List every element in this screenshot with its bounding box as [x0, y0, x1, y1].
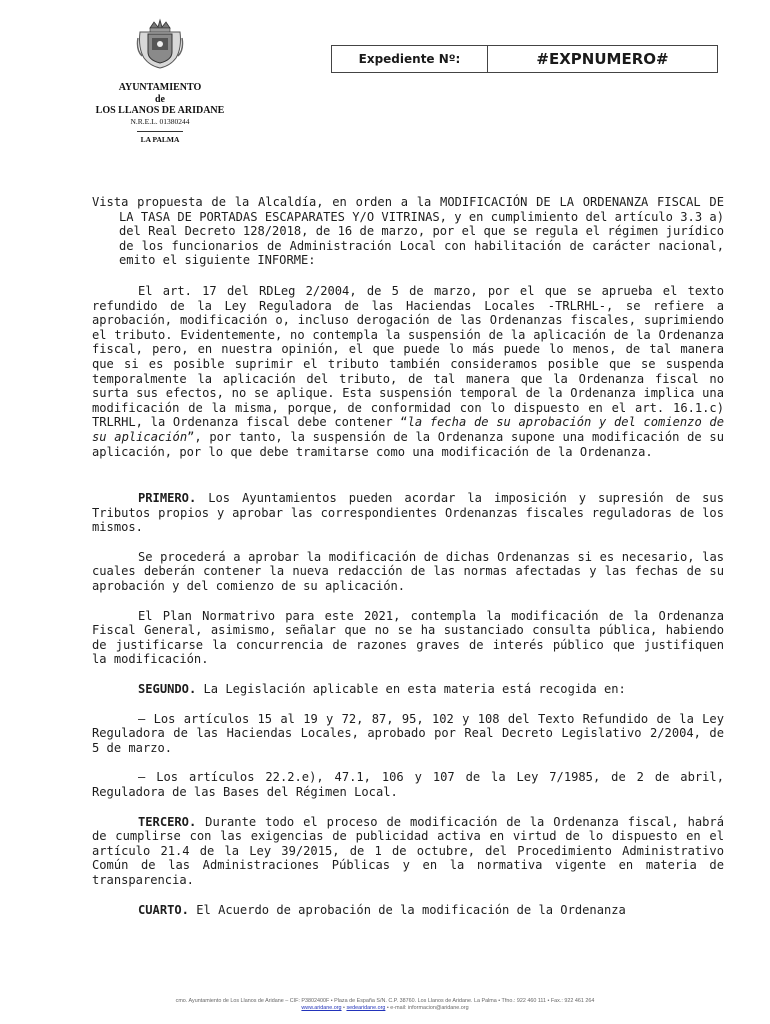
- expediente-box: [331, 45, 718, 73]
- paragraph-primero: [92, 491, 724, 535]
- expediente-number: #EXPNUMERO#: [536, 50, 669, 68]
- footer-separator: •: [341, 1005, 347, 1011]
- paragraph-tercero: [92, 815, 724, 888]
- paragraph-legal-basis: [92, 284, 724, 459]
- page-footer: [0, 998, 770, 1012]
- heading-segundo: SEGUNDO.: [138, 682, 197, 697]
- footer-link-website[interactable]: www.aridane.org: [301, 1005, 342, 1011]
- paragraph-plan-normativo: El Plan Normatrivo para este 2021, contempla la modificación de la Ordenanza Fiscal General, asimismo, señalar que no se ha sustanciado consulta pública, habiendo de justificarse la concurrencia de razones graves de interés público que justifiquen la modificación.: [92, 608, 724, 667]
- legal-basis-text-b: ”, por tanto, la suspensión de la Ordenanza supone una modificación de su aplicación, por lo que debe tramitarse como una modificación de la Ordenanza.: [92, 429, 724, 459]
- org-island: LA PALMA: [140, 135, 180, 144]
- document-body: [92, 195, 724, 917]
- primero-text: Los Ayuntamientos pueden acordar la imposición y supresión de sus Tributos propios y aprobar las correspondientes Ordenanzas fiscales reguladoras de los mismos.: [92, 491, 724, 535]
- org-nrel: N.R.E.L. 01380244: [130, 117, 190, 126]
- segundo-text: La Legislación aplicable en esta materia está recogida en:: [196, 682, 626, 697]
- list-item-lrbrl: — Los artículos 22.2.e), 47.1, 106 y 107 de la Ley 7/1985, de 2 de abril, Reguladora de las Bases del Régimen Local.: [92, 770, 724, 799]
- paragraph-segundo: [92, 682, 724, 697]
- org-preposition: de: [155, 94, 165, 105]
- footer-email: • e-mail: informacion@aridane.org: [385, 1005, 469, 1011]
- footer-link-sede[interactable]: sedearidane.org: [346, 1005, 386, 1011]
- tercero-text: Durante todo el proceso de modificación de la Ordenanza fiscal, habrá de cumplirse con las exigencias de publicidad activa en virtud de lo dispuesto en el artículo 21.4 de la Ley 39/2015, de 1 de octubre, del Procedimiento Administrativo Común de las Administraciones Públicas y en la normativa vigente en materia de transparencia.: [92, 814, 724, 887]
- coat-of-arms-icon: [136, 18, 184, 70]
- heading-tercero: TERCERO.: [138, 814, 197, 829]
- legal-basis-text-a: El art. 17 del RDLeg 2/2004, de 5 de marzo, por el que se aprueba el texto refundido de la Ley Reguladora de las Haciendas Locales -TRLRHL-, se refiere a aprobación, modificación o, incluso derogación de las Ordenanzas fiscales, suprimiendo el tributo. Evidentemente, no contempla la suspensión de la aplicación de la Ordenanza fiscal, pero, en nuestra opinión, el que puede lo más puede lo menos, de tal manera que si es posible suprimir el tributo también consideramos posible que se suspenda temporalmente la aplicación del tributo, de tal manera que la Ordenanza fiscal no surta sus efectos, no se aplique. Esta suspensión temporal de la Ordenanza implica una modificación de la misma, porque, de conformidad con lo dispuesto en el art. 16.1.c) TRLRHL, la Ordenanza fiscal debe contener “: [92, 283, 724, 430]
- footer-address: cmo. Ayuntamiento de Los Llanos de Aridane – CIF: P3802400F • Plaza de España S/N. C.P. 38760. Los Llanos de Aridane. La Palma • Tfno.: 922 460 111 • Fax.: 922 461 264: [175, 998, 595, 1004]
- footer-contacts: [0, 1005, 770, 1012]
- paragraph-cuarto: [92, 903, 724, 918]
- list-item-trlrhl: — Los artículos 15 al 19 y 72, 87, 95, 102 y 108 del Texto Refundido de la Ley Reguladora de las Haciendas Locales, aprobado por Real Decreto Legislativo 2/2004, de 5 de marzo.: [92, 711, 724, 755]
- org-name: AYUNTAMIENTO: [118, 82, 202, 93]
- heading-cuarto: CUARTO.: [138, 902, 189, 917]
- paragraph-modification: Se procederá a aprobar la modificación de dichas Ordenanzas si es necesario, las cuales deberán contener la nueva redacción de las normas afectadas y las fechas de su aprobación y del comienzo de su aplicación.: [92, 549, 724, 594]
- cuarto-text: El Acuerdo de aprobación de la modificación de la Ordenanza: [188, 902, 626, 917]
- heading-primero: PRIMERO.: [138, 491, 197, 506]
- expediente-label: Expediente Nº:: [332, 46, 488, 72]
- org-municipality: LOS LLANOS DE ARIDANE: [95, 105, 225, 116]
- intro-paragraph: Vista propuesta de la Alcaldía, en orden a la MODIFICACIÓN DE LA ORDENANZA FISCAL DE LA TASA DE PORTADAS ESCAPARATES Y/O VITRINAS, y en cumplimiento del artículo 3.3 a) del Real Decreto 128/2018, de 16 de marzo, por el que se regula el régimen jurídico de los funcionarios de Administración Local con habilitación de carácter nacional, emito el siguiente INFORME:: [92, 195, 724, 268]
- legal-basis-quote: la fecha de su aprobación y del comienzo de su aplicación: [92, 415, 724, 444]
- organization-block: [80, 82, 240, 144]
- org-divider: [137, 131, 183, 132]
